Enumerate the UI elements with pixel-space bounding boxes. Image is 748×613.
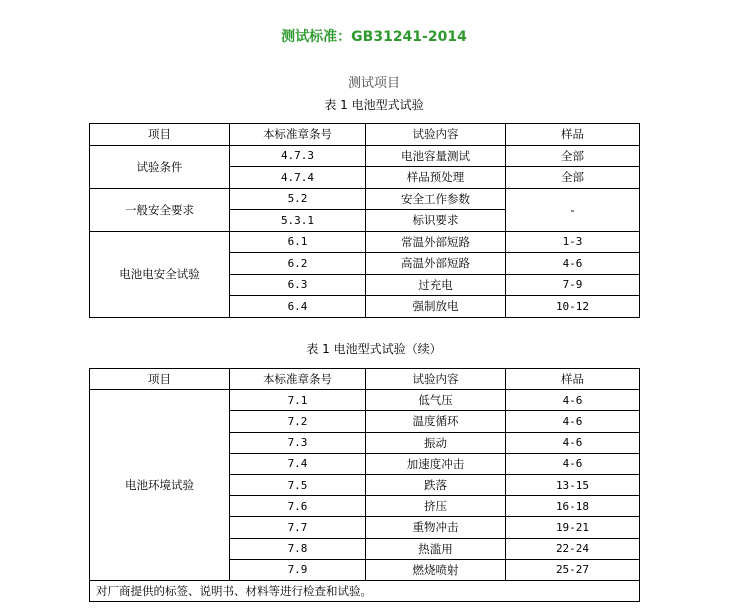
header-content: 试验内容 bbox=[366, 124, 506, 146]
content-cell: 高温外部短路 bbox=[366, 253, 506, 275]
test-standard-heading: 测试标准：GB31241-2014 bbox=[281, 29, 467, 45]
clause-cell: 7.1 bbox=[230, 390, 366, 411]
header-item: 项目 bbox=[90, 124, 230, 146]
battery-type-test-table bbox=[89, 123, 640, 318]
clause-cell: 7.2 bbox=[230, 411, 366, 432]
content-cell: 样品预处理 bbox=[366, 167, 506, 189]
table-header-row bbox=[90, 369, 640, 390]
clause-cell: 7.3 bbox=[230, 432, 366, 453]
clause-cell: 4.7.3 bbox=[230, 145, 366, 167]
content-cell: 安全工作参数 bbox=[366, 188, 506, 210]
category-cell: 一般安全要求 bbox=[90, 188, 230, 231]
clause-cell: 7.9 bbox=[230, 559, 366, 580]
footnote-cell: 对厂商提供的标签、说明书、材料等进行检查和试验。 bbox=[90, 580, 640, 601]
header-sample: 样品 bbox=[506, 124, 640, 146]
table-row bbox=[90, 145, 640, 167]
table-header-row bbox=[90, 124, 640, 146]
clause-cell: 7.8 bbox=[230, 538, 366, 559]
table-row bbox=[90, 390, 640, 411]
header-sample: 样品 bbox=[506, 369, 640, 390]
sample-cell: 10-12 bbox=[506, 296, 640, 318]
content-cell: 跌落 bbox=[366, 474, 506, 495]
category-cell: 电池环境试验 bbox=[90, 390, 230, 581]
clause-cell: 7.5 bbox=[230, 474, 366, 495]
clause-cell: 6.1 bbox=[230, 231, 366, 253]
content-cell: 挤压 bbox=[366, 496, 506, 517]
content-cell: 温度循环 bbox=[366, 411, 506, 432]
header-clause: 本标准章条号 bbox=[230, 369, 366, 390]
content-cell: 电池容量测试 bbox=[366, 145, 506, 167]
content-cell: 标识要求 bbox=[366, 210, 506, 232]
battery-type-test-table-continued bbox=[89, 368, 640, 602]
sample-cell: 1-3 bbox=[506, 231, 640, 253]
sample-cell: 4-6 bbox=[506, 453, 640, 474]
content-cell: 常温外部短路 bbox=[366, 231, 506, 253]
content-cell: 过充电 bbox=[366, 274, 506, 296]
sample-cell: 22-24 bbox=[506, 538, 640, 559]
content-cell: 热滥用 bbox=[366, 538, 506, 559]
content-cell: 燃烧喷射 bbox=[366, 559, 506, 580]
clause-cell: 5.2 bbox=[230, 188, 366, 210]
sample-cell: - bbox=[506, 188, 640, 231]
sample-cell: 全部 bbox=[506, 167, 640, 189]
content-cell: 强制放电 bbox=[366, 296, 506, 318]
category-cell: 电池电安全试验 bbox=[90, 231, 230, 317]
table-row bbox=[90, 231, 640, 253]
content-cell: 加速度冲击 bbox=[366, 453, 506, 474]
sample-cell: 25-27 bbox=[506, 559, 640, 580]
footnote-row bbox=[90, 580, 640, 601]
table-row bbox=[90, 188, 640, 210]
clause-cell: 7.7 bbox=[230, 517, 366, 538]
clause-cell: 7.4 bbox=[230, 453, 366, 474]
content-cell: 低气压 bbox=[366, 390, 506, 411]
content-cell: 振动 bbox=[366, 432, 506, 453]
sample-cell: 4-6 bbox=[506, 253, 640, 275]
content-cell: 重物冲击 bbox=[366, 517, 506, 538]
clause-cell: 6.2 bbox=[230, 253, 366, 275]
sample-cell: 13-15 bbox=[506, 474, 640, 495]
clause-cell: 4.7.4 bbox=[230, 167, 366, 189]
header-clause: 本标准章条号 bbox=[230, 124, 366, 146]
sample-cell: 4-6 bbox=[506, 390, 640, 411]
category-cell: 试验条件 bbox=[90, 145, 230, 188]
sample-cell: 7-9 bbox=[506, 274, 640, 296]
table2-caption: 表 1 电池型式试验（续） bbox=[306, 342, 442, 356]
sample-cell: 全部 bbox=[506, 145, 640, 167]
clause-cell: 6.3 bbox=[230, 274, 366, 296]
test-items-subtitle: 测试项目 bbox=[347, 76, 400, 91]
sample-cell: 4-6 bbox=[506, 411, 640, 432]
clause-cell: 7.6 bbox=[230, 496, 366, 517]
clause-cell: 6.4 bbox=[230, 296, 366, 318]
sample-cell: 4-6 bbox=[506, 432, 640, 453]
sample-cell: 19-21 bbox=[506, 517, 640, 538]
header-item: 项目 bbox=[90, 369, 230, 390]
clause-cell: 5.3.1 bbox=[230, 210, 366, 232]
table1-caption: 表 1 电池型式试验 bbox=[324, 98, 424, 112]
sample-cell: 16-18 bbox=[506, 496, 640, 517]
header-content: 试验内容 bbox=[366, 369, 506, 390]
